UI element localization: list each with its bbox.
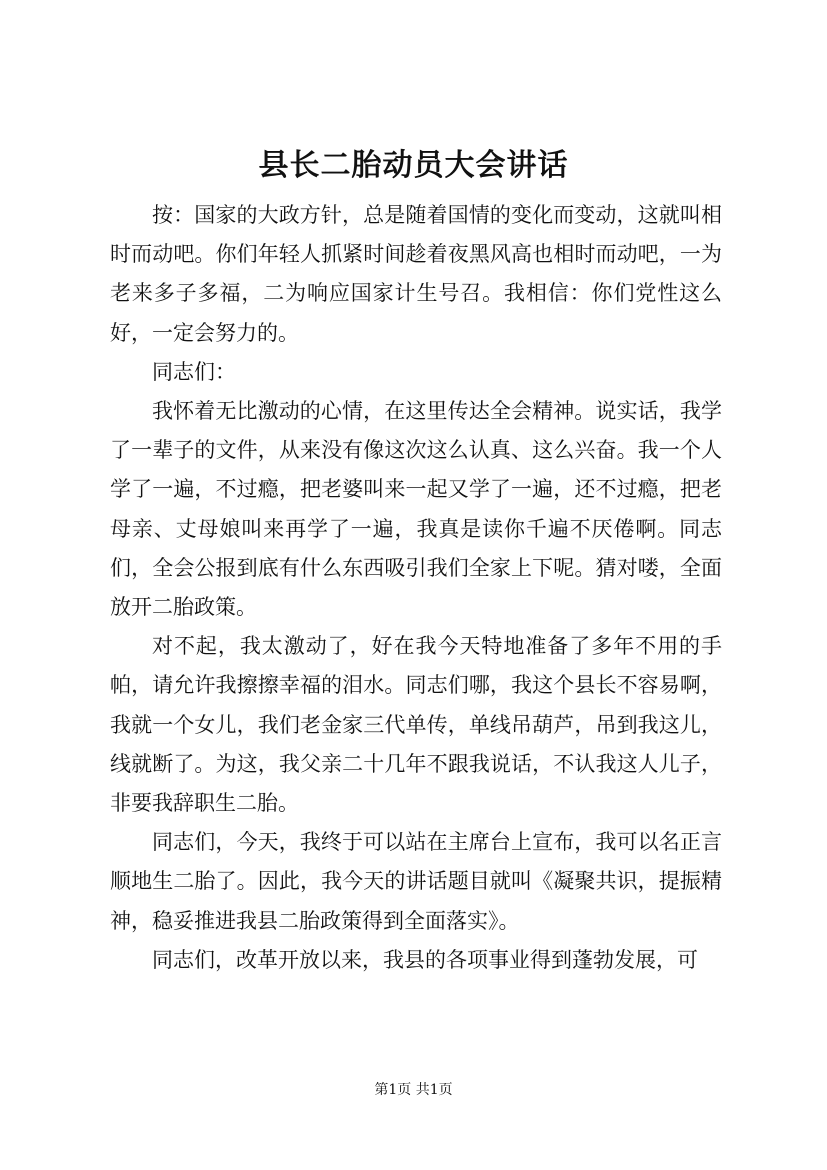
document-title: 县长二胎动员大会讲话 <box>258 148 569 183</box>
paragraph-1: 我怀着无比激动的心情，在这里传达全会精神。说实话，我学了一辈子的文件，从来没有像这次这么认真、这么兴奋。我一个人学了一遍，不过瘾，把老婆叫来一起又学了一遍，还不过瘾，把老母亲、丈母娘叫来再学了一遍，我真是读你千遍不厌倦啊。同志们，全会公报到底有什么东西吸引我们全家上下呢。猜对喽，全面放开二胎政策。 <box>110 399 722 620</box>
document-body <box>110 196 722 980</box>
paragraph-2: 对不起，我太激动了，好在我今天特地准备了多年不用的手帕，请允许我擦擦幸福的泪水。同志们哪，我这个县长不容易啊，我就一个女儿，我们老金家三代单传，单线吊葫芦，吊到我这儿，线就断了。为这，我父亲二十几年不跟我说话，不认我这人儿子，非要我辞职生二胎。 <box>110 634 722 816</box>
paragraph-4: 同志们，改革开放以来，我县的各项事业得到蓬勃发展，可 <box>152 947 698 972</box>
page-footer: 第1页 共1页 <box>374 1082 453 1098</box>
paragraph-3: 同志们，今天，我终于可以站在主席台上宣布，我可以名正言顺地生二胎了。因此，我今天的讲话题目就叫《凝聚共识，提振精神，稳妥推进我县二胎政策得到全面落实》。 <box>110 830 722 933</box>
paragraph-note: 按：国家的大政方针，总是随着国情的变化而变动，这就叫相时而动吧。你们年轻人抓紧时间趁着夜黑风高也相时而动吧，一为老来多子多福，二为响应国家计生号召。我相信：你们党性这么好，一定会努力的。 <box>110 203 722 345</box>
paragraph-salutation: 同志们： <box>152 359 236 384</box>
